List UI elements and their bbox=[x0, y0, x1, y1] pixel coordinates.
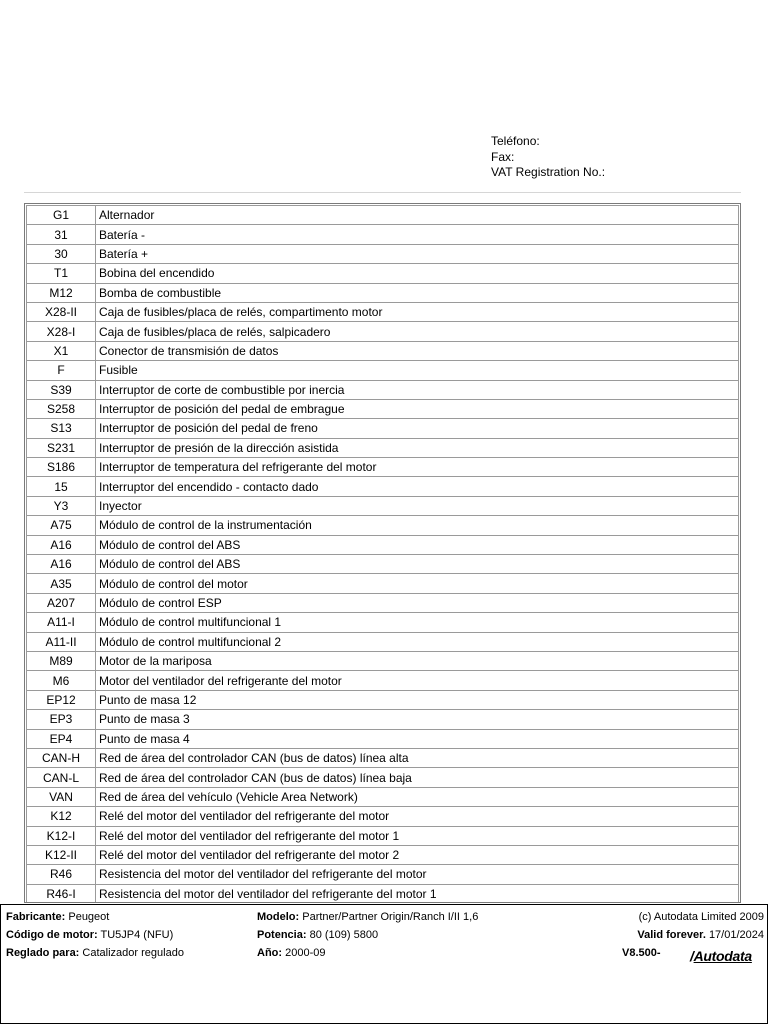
component-code: 15 bbox=[27, 477, 96, 496]
component-description: Caja de fusibles/placa de relés, salpicadero bbox=[96, 322, 739, 341]
year-label: Año: bbox=[257, 947, 283, 959]
component-description: Resistencia del motor del ventilador del refrigerante del motor bbox=[96, 865, 739, 884]
component-code: A16 bbox=[27, 555, 96, 574]
tuned-for-value: Catalizador regulado bbox=[82, 947, 184, 959]
component-code: EP3 bbox=[27, 710, 96, 729]
table-row bbox=[27, 322, 739, 341]
component-description: Módulo de control multifuncional 1 bbox=[96, 613, 739, 632]
component-code: X28-I bbox=[27, 322, 96, 341]
table-row bbox=[27, 302, 739, 321]
model-value: Partner/Partner Origin/Ranch I/II 1,6 bbox=[302, 911, 479, 923]
component-description: Motor del ventilador del refrigerante del motor bbox=[96, 671, 739, 690]
component-code: X1 bbox=[27, 341, 96, 360]
component-code: K12 bbox=[27, 807, 96, 826]
component-description: Punto de masa 3 bbox=[96, 710, 739, 729]
component-table bbox=[26, 205, 739, 903]
component-description: Interruptor de posición del pedal de embrague bbox=[96, 399, 739, 418]
component-code: R46-I bbox=[27, 884, 96, 903]
component-code: R46 bbox=[27, 865, 96, 884]
component-description: Motor de la mariposa bbox=[96, 651, 739, 670]
component-description: Módulo de control del ABS bbox=[96, 555, 739, 574]
table-row bbox=[27, 438, 739, 457]
component-code: EP4 bbox=[27, 729, 96, 748]
table-row bbox=[27, 671, 739, 690]
year-line bbox=[257, 947, 325, 960]
phone-label: Teléfono: bbox=[491, 134, 540, 148]
component-description: Red de área del controlador CAN (bus de datos) línea baja bbox=[96, 768, 739, 787]
logo-text: Autodata bbox=[693, 948, 752, 964]
component-code: 31 bbox=[27, 225, 96, 244]
engine-code-value: TU5JP4 (NFU) bbox=[100, 929, 174, 941]
table-row bbox=[27, 458, 739, 477]
component-code: S258 bbox=[27, 399, 96, 418]
power-line bbox=[257, 929, 378, 942]
table-row bbox=[27, 477, 739, 496]
component-code: EP12 bbox=[27, 690, 96, 709]
component-code: K12-II bbox=[27, 845, 96, 864]
component-code: CAN-H bbox=[27, 748, 96, 767]
table-row bbox=[27, 729, 739, 748]
component-code: S231 bbox=[27, 438, 96, 457]
footer-panel bbox=[0, 904, 768, 1024]
component-description: Interruptor del encendido - contacto dado bbox=[96, 477, 739, 496]
version-label: V8.500- bbox=[622, 947, 661, 959]
table-row bbox=[27, 748, 739, 767]
power-value: 80 (109) 5800 bbox=[309, 929, 379, 941]
table-row bbox=[27, 710, 739, 729]
validity-line bbox=[637, 929, 764, 942]
component-description: Batería + bbox=[96, 244, 739, 263]
table-row bbox=[27, 516, 739, 535]
component-description: Interruptor de posición del pedal de freno bbox=[96, 419, 739, 438]
table-row bbox=[27, 380, 739, 399]
component-description: Red de área del vehículo (Vehicle Area Network) bbox=[96, 787, 739, 806]
table-row bbox=[27, 361, 739, 380]
component-description: Resistencia del motor del ventilador del refrigerante del motor 1 bbox=[96, 884, 739, 903]
component-description: Módulo de control de la instrumentación bbox=[96, 516, 739, 535]
component-code: M6 bbox=[27, 671, 96, 690]
component-description: Punto de masa 4 bbox=[96, 729, 739, 748]
component-description: Interruptor de presión de la dirección asistida bbox=[96, 438, 739, 457]
table-row bbox=[27, 555, 739, 574]
component-description: Módulo de control del ABS bbox=[96, 535, 739, 554]
manufacturer-label: Fabricante: bbox=[6, 911, 66, 923]
table-row bbox=[27, 496, 739, 515]
component-description: Alternador bbox=[96, 206, 739, 225]
component-description: Relé del motor del ventilador del refrigerante del motor 2 bbox=[96, 845, 739, 864]
component-description: Conector de transmisión de datos bbox=[96, 341, 739, 360]
header-divider bbox=[24, 192, 741, 193]
component-description: Módulo de control del motor bbox=[96, 574, 739, 593]
component-code: A11-I bbox=[27, 613, 96, 632]
table-row bbox=[27, 574, 739, 593]
component-code: S39 bbox=[27, 380, 96, 399]
component-description: Bomba de combustible bbox=[96, 283, 739, 302]
tuned-for-label: Reglado para: bbox=[6, 947, 80, 959]
table-row bbox=[27, 884, 739, 903]
component-description: Caja de fusibles/placa de relés, compartimento motor bbox=[96, 302, 739, 321]
table-row bbox=[27, 865, 739, 884]
table-row bbox=[27, 244, 739, 263]
logo-slash-icon: / bbox=[690, 948, 694, 964]
component-code: G1 bbox=[27, 206, 96, 225]
model-line bbox=[257, 911, 478, 924]
component-description: Inyector bbox=[96, 496, 739, 515]
component-code: T1 bbox=[27, 264, 96, 283]
table-row bbox=[27, 341, 739, 360]
component-code: S186 bbox=[27, 458, 96, 477]
component-code: M89 bbox=[27, 651, 96, 670]
component-code: A11-II bbox=[27, 632, 96, 651]
table-row bbox=[27, 632, 739, 651]
power-label: Potencia: bbox=[257, 929, 307, 941]
component-description: Interruptor de temperatura del refrigerante del motor bbox=[96, 458, 739, 477]
table-row bbox=[27, 264, 739, 283]
component-description: Interruptor de corte de combustible por inercia bbox=[96, 380, 739, 399]
print-date: 17/01/2024 bbox=[708, 929, 764, 941]
table-row bbox=[27, 845, 739, 864]
table-row bbox=[27, 690, 739, 709]
component-code: A75 bbox=[27, 516, 96, 535]
table-row bbox=[27, 651, 739, 670]
component-description: Módulo de control multifuncional 2 bbox=[96, 632, 739, 651]
engine-code-label: Código de motor: bbox=[6, 929, 98, 941]
component-code: S13 bbox=[27, 419, 96, 438]
component-description: Módulo de control ESP bbox=[96, 593, 739, 612]
model-label: Modelo: bbox=[257, 911, 300, 923]
component-code: CAN-L bbox=[27, 768, 96, 787]
component-description: Bobina del encendido bbox=[96, 264, 739, 283]
component-code: X28-II bbox=[27, 302, 96, 321]
contact-block bbox=[491, 134, 605, 181]
copyright: (c) Autodata Limited 2009 bbox=[638, 911, 764, 923]
component-code: A16 bbox=[27, 535, 96, 554]
table-row bbox=[27, 826, 739, 845]
component-description: Relé del motor del ventilador del refrigerante del motor bbox=[96, 807, 739, 826]
year-value: 2000-09 bbox=[285, 947, 326, 959]
component-code: A207 bbox=[27, 593, 96, 612]
table-row bbox=[27, 225, 739, 244]
table-row bbox=[27, 419, 739, 438]
autodata-logo bbox=[690, 948, 752, 964]
component-description: Batería - bbox=[96, 225, 739, 244]
table-row bbox=[27, 807, 739, 826]
component-description: Fusible bbox=[96, 361, 739, 380]
table-row bbox=[27, 787, 739, 806]
component-code: 30 bbox=[27, 244, 96, 263]
component-description: Red de área del controlador CAN (bus de datos) línea alta bbox=[96, 748, 739, 767]
component-code: VAN bbox=[27, 787, 96, 806]
table-row bbox=[27, 768, 739, 787]
valid-label: Valid forever. bbox=[637, 929, 706, 941]
manufacturer-line bbox=[6, 911, 109, 924]
component-description: Punto de masa 12 bbox=[96, 690, 739, 709]
table-row bbox=[27, 399, 739, 418]
tuned-for-line bbox=[6, 947, 184, 960]
engine-code-line bbox=[6, 929, 173, 942]
component-code: M12 bbox=[27, 283, 96, 302]
table-row bbox=[27, 283, 739, 302]
component-code: A35 bbox=[27, 574, 96, 593]
component-code: F bbox=[27, 361, 96, 380]
component-description: Relé del motor del ventilador del refrigerante del motor 1 bbox=[96, 826, 739, 845]
fax-label: Fax: bbox=[491, 149, 515, 164]
component-code: K12-I bbox=[27, 826, 96, 845]
table-row bbox=[27, 593, 739, 612]
component-code: Y3 bbox=[27, 496, 96, 515]
component-table-frame bbox=[24, 203, 741, 903]
table-row bbox=[27, 206, 739, 225]
manufacturer-value: Peugeot bbox=[68, 911, 110, 923]
table-row bbox=[27, 535, 739, 554]
table-row bbox=[27, 613, 739, 632]
vat-label: VAT Registration No.: bbox=[491, 165, 606, 179]
